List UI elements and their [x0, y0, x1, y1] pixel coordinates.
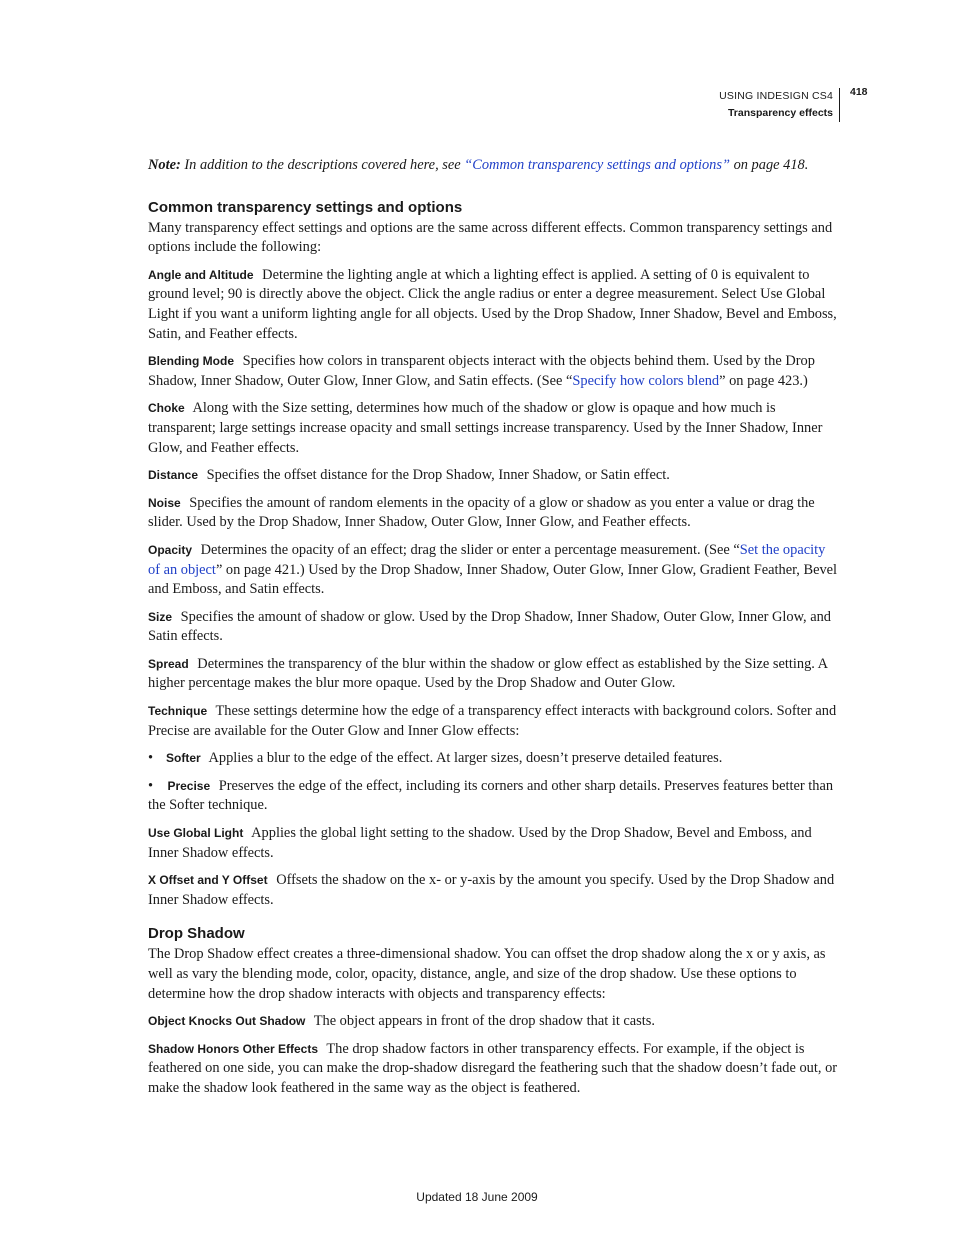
definition-text: The drop shadow factors in other transparency effects. For example, if the object is feathered on one side, you can make the drop-shadow disregard the feathering such that the shadow doesn’t fade out, or make the shadow look feathered in the same way as the object is feathered. — [148, 1040, 838, 1096]
definition-angle-altitude — [148, 266, 840, 344]
definition-object-knocks-out — [148, 1012, 840, 1032]
definition-opacity — [148, 541, 840, 600]
link-specify-colors-blend[interactable]: Specify how colors blend — [572, 372, 720, 389]
term-label: Spread — [148, 656, 189, 671]
definition-text-after: ” on page 421.) Used by the Drop Shadow, Inner Shadow, Outer Glow, Inner Glow, Gradient Feather, Bevel and Emboss, and Satin effects. — [148, 561, 838, 598]
definition-shadow-honors — [148, 1040, 840, 1099]
section-heading-common: Common transparency settings and options — [148, 198, 463, 216]
section-heading-drop-shadow: Drop Shadow — [148, 925, 245, 943]
definition-noise — [148, 494, 840, 533]
definition-text: Offsets the shadow on the x- or y-axis by the amount you specify. Used by the Drop Shadow and Inner Shadow effects. — [148, 872, 835, 908]
page-footer: Updated 18 June 2009 — [416, 1190, 538, 1204]
note-paragraph — [148, 156, 840, 176]
bullet-marker: • — [148, 750, 154, 767]
definition-text: Specifies the amount of random elements in the opacity of a glow or shadow as you enter a value or drag the slider. Used by the Drop Shadow, Inner Shadow, Outer Glow, Inner Glow, and Feather effects. — [148, 494, 815, 531]
drop-shadow-intro: The Drop Shadow effect creates a three-dimensional shadow. You can offset the drop shadow along the x or y axis, as well as vary the blending mode, color, opacity, distance, angle, and size of the drop shadow. Use these options to determine how the drop shadow interacts with objects and transparency effects: — [148, 946, 826, 1002]
term-label: Opacity — [148, 542, 193, 557]
book-title: USING INDESIGN CS4 — [719, 90, 833, 102]
running-header — [719, 88, 840, 122]
definition-use-global-light — [148, 824, 840, 863]
term-label: Size — [148, 609, 173, 624]
term-label: Distance — [148, 468, 199, 483]
definition-size — [148, 608, 840, 647]
definition-text: Preserves the edge of the effect, including its corners and other sharp details. Preserves features better than the Softer technique. — [148, 777, 834, 814]
definition-text: Determines the transparency of the blur within the shadow or glow effect as established by the Size setting. A higher percentage makes the blur more opaque. Used by the Drop Shadow and Outer Glow. — [148, 655, 828, 692]
term-label: Object Knocks Out Shadow — [148, 1014, 306, 1029]
note-label: Note: — [148, 157, 181, 173]
definition-blending-mode — [148, 352, 840, 391]
term-label: Precise — [167, 778, 211, 793]
term-label: Noise — [148, 495, 181, 510]
definition-text: These settings determine how the edge of a transparency effect interacts with background colors. Softer and Precise are available for the Outer Glow and Inner Glow effects: — [148, 703, 837, 739]
definition-text: Specifies the amount of shadow or glow. Used by the Drop Shadow, Inner Shadow, Outer Glow, Inner Glow, and Satin effects. — [148, 608, 831, 645]
definition-text: Determines the opacity of an effect; drag the slider or enter a percentage measurement. (See “ — [200, 541, 740, 558]
term-label: Use Global Light — [148, 826, 244, 841]
bullet-precise — [148, 777, 840, 816]
definition-xy-offset — [148, 871, 840, 910]
term-label: Choke — [148, 401, 185, 416]
main-content — [148, 156, 840, 1107]
intro-paragraph: Many transparency effect settings and options are the same across different effects. Common transparency settings and options include the following: — [148, 219, 833, 256]
definition-technique — [148, 702, 840, 741]
term-label: Shadow Honors Other Effects — [148, 1041, 319, 1056]
note-text-after: on page 418. — [729, 157, 809, 173]
definition-text: Applies a blur to the edge of the effect. At larger sizes, doesn’t preserve detailed features. — [208, 750, 723, 767]
definition-choke — [148, 399, 840, 458]
term-label: Angle and Altitude — [148, 267, 254, 282]
link-set-opacity[interactable]: Set the opacity of an object — [148, 541, 826, 578]
bullet-softer — [148, 749, 840, 769]
term-label: X Offset and Y Offset — [148, 873, 268, 888]
definition-spread — [148, 655, 840, 694]
bullet-marker: • — [148, 777, 154, 794]
definition-text-after: ” on page 423.) — [719, 372, 808, 389]
definition-text: Specifies the offset distance for the Drop Shadow, Inner Shadow, or Satin effect. — [206, 467, 670, 484]
section-title: Transparency effects — [727, 107, 833, 119]
definition-text: Applies the global light setting to the shadow. Used by the Drop Shadow, Bevel and Emboss, and Inner Shadow effects. — [148, 825, 812, 861]
definition-text: Along with the Size setting, determines how much of the shadow or glow is opaque and how much is transparent; large settings increase opacity and small settings increase transparency. Used by the Inner Shadow, Inner Glow, and Feather effects. — [148, 400, 823, 456]
term-label: Softer — [166, 751, 201, 766]
term-label: Technique — [148, 704, 208, 719]
definition-text: Determine the lighting angle at which a lighting effect is applied. A setting of 0 is equivalent to ground level; 90 is directly above the object. Click the angle radius or enter a degree measurement. Select Use Global Light if you want a uniform lighting angle for all objects. Used by the Drop Shadow, Inner Shadow, Bevel and Emboss, Satin, and Feather effects. — [148, 266, 837, 342]
note-link[interactable]: “Common transparency settings and options” — [464, 157, 730, 173]
definition-text: Specifies how colors in transparent objects interact with the objects behind them. Used by the Drop Shadow, Inner Shadow, Outer Glow, Inner Glow, and Satin effects. (See “ — [148, 353, 815, 389]
page-number: 418 — [850, 86, 868, 98]
term-label: Blending Mode — [148, 354, 234, 369]
definition-distance — [148, 466, 840, 486]
definition-text: The object appears in front of the drop shadow that it casts. — [313, 1013, 655, 1030]
note-text-before: In addition to the descriptions covered here, see — [180, 157, 465, 173]
